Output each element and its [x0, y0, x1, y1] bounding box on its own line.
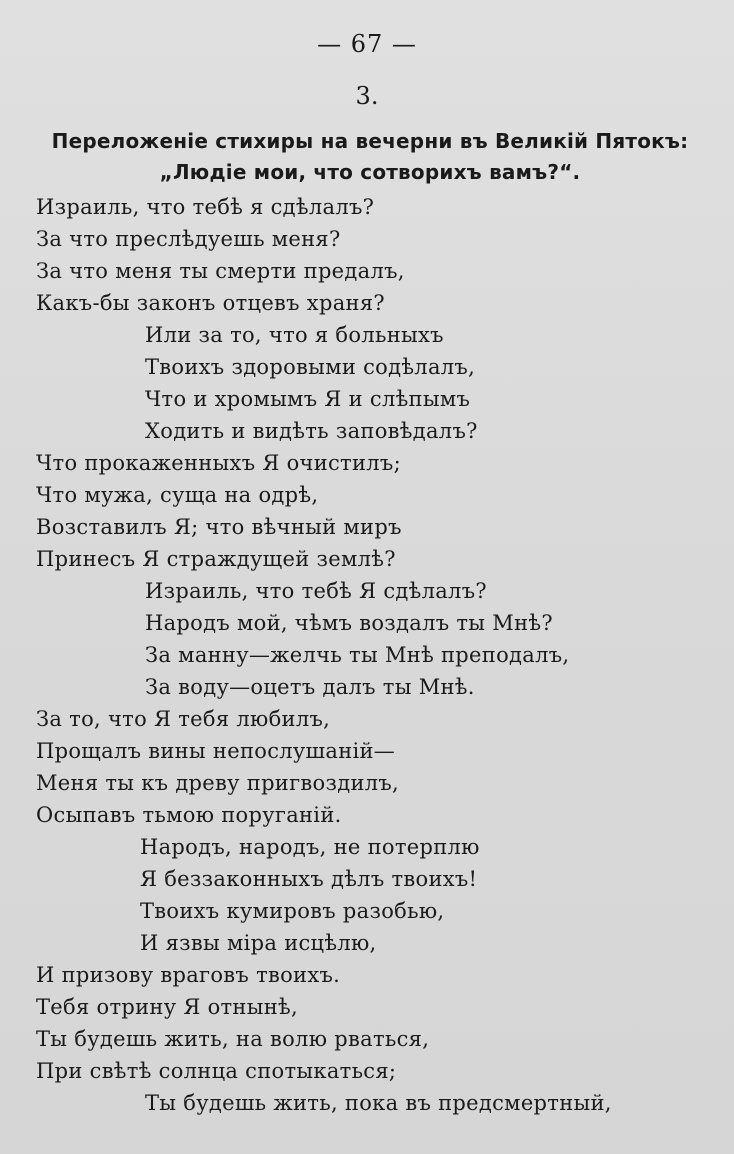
poem-line: Израиль, что тебѣ Я сдѣлалъ?: [145, 579, 487, 603]
poem-line: И призову враговъ твоихъ.: [36, 963, 341, 987]
poem-line: Что прокаженныхъ Я очистилъ;: [36, 451, 401, 475]
poem-line: Ты будешь жить, пока въ предсмертный,: [145, 1091, 612, 1115]
poem-line: Какъ-бы законъ отцевъ храня?: [36, 291, 385, 315]
poem-line: И язвы міра исцѣлю,: [140, 931, 377, 955]
poem-title: Переложеніе стихиры на вечерни въ Великій Пятокъ: „Людіе мои, что сотворихъ вамъ?“.: [51, 129, 689, 184]
section-number: 3.: [355, 82, 379, 110]
poem-line: За что меня ты смерти предалъ,: [36, 259, 405, 283]
poem-line: Ты будешь жить, на волю рваться,: [36, 1027, 430, 1051]
poem-line: За воду—оцетъ далъ ты Мнѣ.: [145, 675, 475, 699]
poem-line: Принесъ Я страждущей землѣ?: [36, 547, 396, 571]
poem-line: Я беззаконныхъ дѣлъ твоихъ!: [140, 867, 478, 891]
poem-line: Тебя отрину Я отнынѣ,: [36, 995, 298, 1019]
poem-line: Что и хромымъ Я и слѣпымъ: [145, 387, 471, 411]
poem-line: Твоихъ здоровыми содѣлалъ,: [145, 355, 476, 379]
poem-line: Или за то, что я больныхъ: [145, 323, 444, 347]
poem-line: За что преслѣдуешь меня?: [36, 227, 341, 251]
poem-line: Твоихъ кумировъ разобью,: [140, 899, 445, 923]
poem-line: При свѣтѣ солнца спотыкаться;: [36, 1059, 397, 1083]
poem-line: Меня ты къ древу пригвоздилъ,: [36, 771, 400, 795]
poem-line: Осыпавъ тьмою поруганій.: [36, 803, 342, 827]
poem-line: Народъ, народъ, не потерплю: [140, 835, 480, 859]
poem-line: За то, что Я тебя любилъ,: [36, 707, 331, 731]
poem-line: За манну—желчь ты Мнѣ преподалъ,: [145, 643, 570, 667]
poem-line: Возставилъ Я; что вѣчный миръ: [36, 515, 402, 539]
page-number: — 67 —: [317, 30, 417, 58]
poem-line: Что мужа, суща на одрѣ,: [36, 483, 319, 507]
poem-line: Народъ мой, чѣмъ воздалъ ты Мнѣ?: [145, 611, 553, 635]
poem-line: Ходить и видѣть заповѣдалъ?: [145, 419, 478, 443]
poem-line: Прощалъ вины непослушаній—: [36, 739, 396, 763]
poem-line: Израиль, что тебѣ я сдѣлалъ?: [36, 195, 375, 219]
